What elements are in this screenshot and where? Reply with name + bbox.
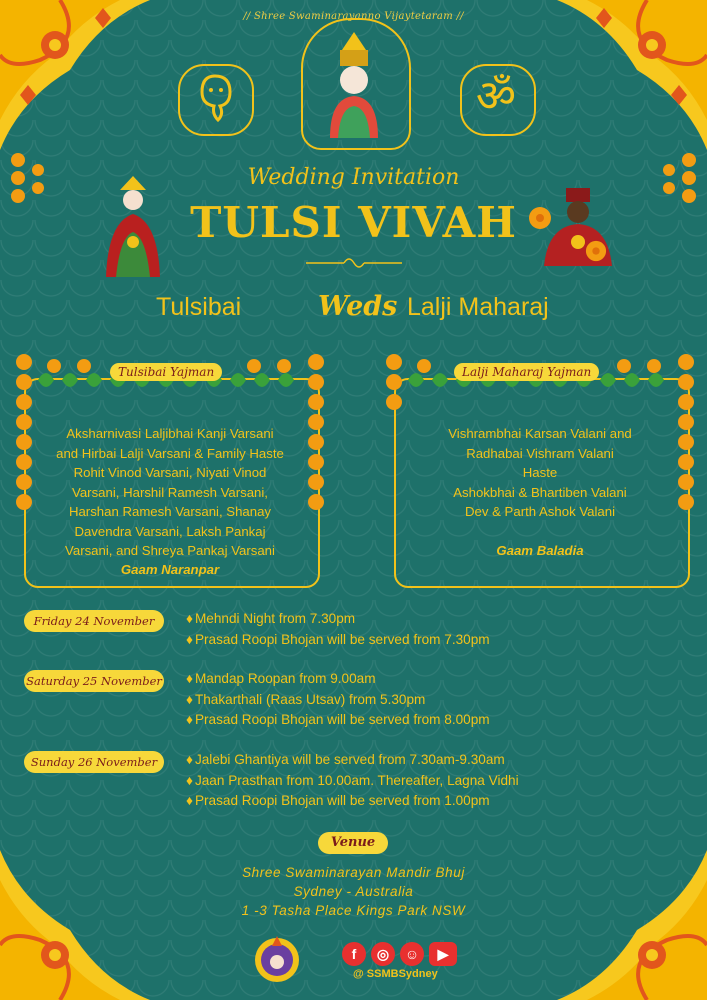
corner-ornament-top-left bbox=[0, 0, 150, 150]
invitation-title: TULSI VIVAH bbox=[190, 198, 517, 247]
groom-yajman-text bbox=[400, 424, 680, 522]
bride-name: Tulsibai bbox=[156, 293, 242, 321]
venue-line: Shree Swaminarayan Mandir Bhuj bbox=[242, 865, 465, 880]
bride-yajman-line: Varsani, Harshil Ramesh Varsani, bbox=[72, 484, 268, 500]
event-item: ♦ Prasad Roopi Bhojan will be served from 1.00pm bbox=[186, 791, 519, 812]
groom-yajman-line: Vishrambhai Karsan Valani and bbox=[448, 426, 632, 441]
schedule-day-sunday: Sunday 26 November bbox=[24, 751, 164, 773]
couple-row bbox=[0, 285, 707, 335]
event-item: ♦ Prasad Roopi Bhojan will be served from 7.30pm bbox=[186, 630, 490, 651]
event-item: ♦ Jaan Prasthan from 10.00am. Thereafter, Lagna Vidhi bbox=[186, 771, 519, 792]
groom-name: Lalji Maharaj bbox=[407, 293, 549, 321]
bride-yajman-line: Davendra Varsani, Laksh Pankaj bbox=[74, 523, 266, 539]
event-item: ♦ Thakarthali (Raas Utsav) from 5.30pm bbox=[186, 690, 490, 711]
corner-ornament-top-right bbox=[557, 0, 707, 150]
bride-yajman-line: and Hirbai Lalji Varsani & Family Haste bbox=[56, 445, 284, 461]
social-handle[interactable]: @ SSMBSydney bbox=[353, 968, 438, 980]
instagram-icon[interactable]: ◎ bbox=[371, 942, 395, 966]
schedule-day-friday: Friday 24 November bbox=[24, 610, 164, 632]
groom-gaam: Gaam Baladia bbox=[496, 543, 584, 558]
event-item: ♦ Prasad Roopi Bhojan will be served from 8.00pm bbox=[186, 710, 490, 731]
groom-yajman-label: Lalji Maharaj Yajman bbox=[454, 363, 599, 381]
tagline: // Shree Swaminarayanno Vijaytetaram // bbox=[243, 11, 464, 22]
bride-yajman-line: Harshan Ramesh Varsani, Shanay bbox=[68, 504, 272, 519]
venue-line: 1 -3 Tasha Place Kings Park NSW bbox=[241, 903, 466, 918]
event-item: ♦ Jalebi Ghantiya will be served from 7.30am-9.30am bbox=[186, 750, 519, 771]
deity-image bbox=[316, 28, 392, 138]
bride-yajman-label: Tulsibai Yajman bbox=[110, 363, 222, 381]
youtube-icon[interactable]: ▶ bbox=[429, 942, 457, 966]
flourish-divider bbox=[304, 255, 404, 271]
social-links bbox=[342, 942, 472, 966]
ganesh-icon bbox=[190, 70, 240, 126]
venue-line: Sydney - Australia bbox=[293, 884, 414, 899]
groom-yajman-line: Radhabai Vishram Valani bbox=[466, 445, 614, 461]
bride-yajman-line: Rohit Vinod Varsani, Niyati Vinod bbox=[73, 465, 267, 480]
event-item: ♦ Mandap Roopan from 9.00am bbox=[186, 669, 490, 690]
schedule-events-sunday bbox=[186, 750, 519, 812]
snapchat-icon[interactable]: ☺ bbox=[400, 942, 424, 966]
facebook-icon[interactable]: f bbox=[342, 942, 366, 966]
groom-yajman-line: Ashokbhai & Bhartiben Valani bbox=[453, 484, 627, 500]
venue-address bbox=[0, 863, 707, 920]
venue-label: Venue bbox=[318, 832, 388, 854]
temple-logo bbox=[252, 930, 302, 986]
om-icon: ॐ bbox=[475, 72, 517, 121]
bride-yajman-text bbox=[30, 424, 310, 561]
schedule-day-saturday: Saturday 25 November bbox=[24, 670, 164, 692]
weds-text: Weds bbox=[318, 291, 398, 322]
groom-yajman-line: Haste bbox=[522, 465, 558, 480]
schedule-events-friday bbox=[186, 609, 490, 650]
invitation-subtitle: Wedding Invitation bbox=[247, 165, 460, 190]
bride-yajman-line: Aksharnivasi Laljibhai Kanji Varsani bbox=[66, 426, 274, 441]
groom-yajman-line: Dev & Parth Ashok Valani bbox=[464, 504, 616, 519]
bride-gaam: Gaam Naranpar bbox=[120, 562, 220, 577]
bride-yajman-line: Varsani, and Shreya Pankaj Varsani bbox=[65, 543, 275, 558]
event-item: ♦ Mehndi Night from 7.30pm bbox=[186, 609, 490, 630]
schedule-events-saturday bbox=[186, 669, 490, 731]
